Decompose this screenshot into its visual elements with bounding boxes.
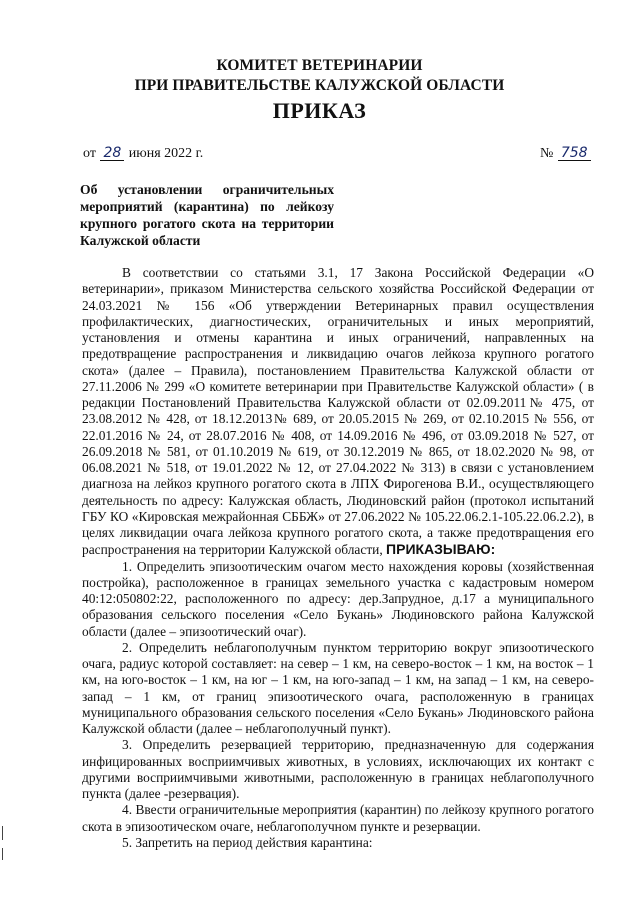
decree-word: ПРИКАЗЫВАЮ: bbox=[386, 541, 496, 558]
order-item-3: 3. Определить резервацией территорию, предназначенную для содержания инфицированных восприимчивых животных, в условиях, исключающих их контакт с другими восприимчивыми животными, расположенную в границах неблагополучного пункта (далее -резервация). bbox=[82, 737, 594, 801]
order-item-1: 1. Определить эпизоотическим очагом место нахождения коровы (хозяйственная постройка), расположенное в границах земельного участка с кадастровым номером 40:12:050802:22, расположенного по адресу: дер.Запрудное, д.17 а муниципального образования сельского поселения «Село Букань» Людиновского района Калужской области (далее – эпизоотический очаг). bbox=[82, 558, 594, 639]
document-subject: Об установлении ограничительных мероприятий (карантина) по лейкозу крупного рогатого скота на территории Калужской области bbox=[80, 182, 334, 248]
order-item-4: 4. Ввести ограничительные мероприятия (карантин) по лейкозу крупного рогатого скота в эпизоотическом очаге, неблагополучном пункте и резервации. bbox=[82, 802, 594, 834]
document-type-title: ПРИКАЗ bbox=[272, 98, 367, 123]
preamble-paragraph bbox=[82, 265, 594, 559]
number-value-handwritten: 758 bbox=[558, 146, 591, 161]
scan-edge-mark bbox=[2, 848, 3, 860]
document-number bbox=[540, 146, 592, 162]
date-month-year: июня 2022 г. bbox=[128, 146, 204, 161]
organization-name-line2: ПРИ ПРАВИТЕЛЬСТВЕ КАЛУЖСКОЙ ОБЛАСТИ bbox=[134, 77, 505, 94]
document-date bbox=[83, 146, 203, 162]
organization-name-line1: КОМИТЕТ ВЕТЕРИНАРИИ bbox=[216, 57, 423, 74]
order-item-5: 5. Запретить на период действия карантина: bbox=[122, 834, 373, 850]
preamble-text: В соответствии со статьями 3.1, 17 Закона Российской Федерации «О ветеринарии», приказом Министерства сельского хозяйства Российской Федерации от 24.03.2021 № 156 «Об утверждении Ветеринарных правил осуществления профилактических, диагностических, ограничительных и иных мероприятий, установления и отмены карантина и иных ограничений, направленных на предотвращение распространения и ликвидацию очагов лейкоза крупного рогатого скота» (далее – Правила), постановлением Правительства Калужской области от 27.11.2006 № 299 «О комитете ветеринарии при Правительстве Калужской области» ( в редакции Постановлений Правительства Калужской области от 02.09.2011№ 475, от 23.08.2012 № 428, от 18.12.2013№ 689, от 20.05.2015 № 269, от 02.10.2015 № 556, от 22.01.2016 № 24, от 28.07.2016 № 408, от 14.09.2016 № 496, от 03.09.2018 № 527, от 26.09.2018 № 581, от 01.10.2019 № 619, от 30.12.2019 № 865, от 18.02.2020 № 98, от 06.08.2021 № 518, от 19.01.2022 № 12, от 27.04.2022 № 313) в связи с установлением диагноза на лейкоз крупного рогатого скота в ЛПХ Фирогенова В.И., осуществляющего деятельность по адресу: Калужская область, Людиновский район (протокол испытаний ГБУ КО «Кировская межрайонная СББЖ» от 27.06.2022 № 105.22.06.2.1-105.22.06.2.2), в целях ликвидации очага лейкоза крупного рогатого скота, а также предотвращения его распространения на территории Калужской области, bbox=[82, 265, 594, 558]
number-prefix: № bbox=[540, 146, 554, 161]
date-prefix: от bbox=[83, 146, 96, 161]
document-body bbox=[82, 265, 594, 851]
scan-edge-mark bbox=[2, 826, 3, 840]
date-day-handwritten: 28 bbox=[100, 146, 124, 161]
order-item-2: 2. Определить неблагополучным пунктом территорию вокруг эпизоотического очага, радиус которой составляет: на север – 1 км, на северо-восток – 1 км, на восток – 1 км, на юго-восток – 1 км, на юг – 1 км, на юго-запад – 1 км, на запад – 1 км, на северо-запад – 1 км, от границ эпизоотического очага, расположенную в границах муниципального образования сельского поселения «Село Букань» Людиновского района Калужской области (далее – неблагополучный пункт). bbox=[82, 639, 594, 736]
